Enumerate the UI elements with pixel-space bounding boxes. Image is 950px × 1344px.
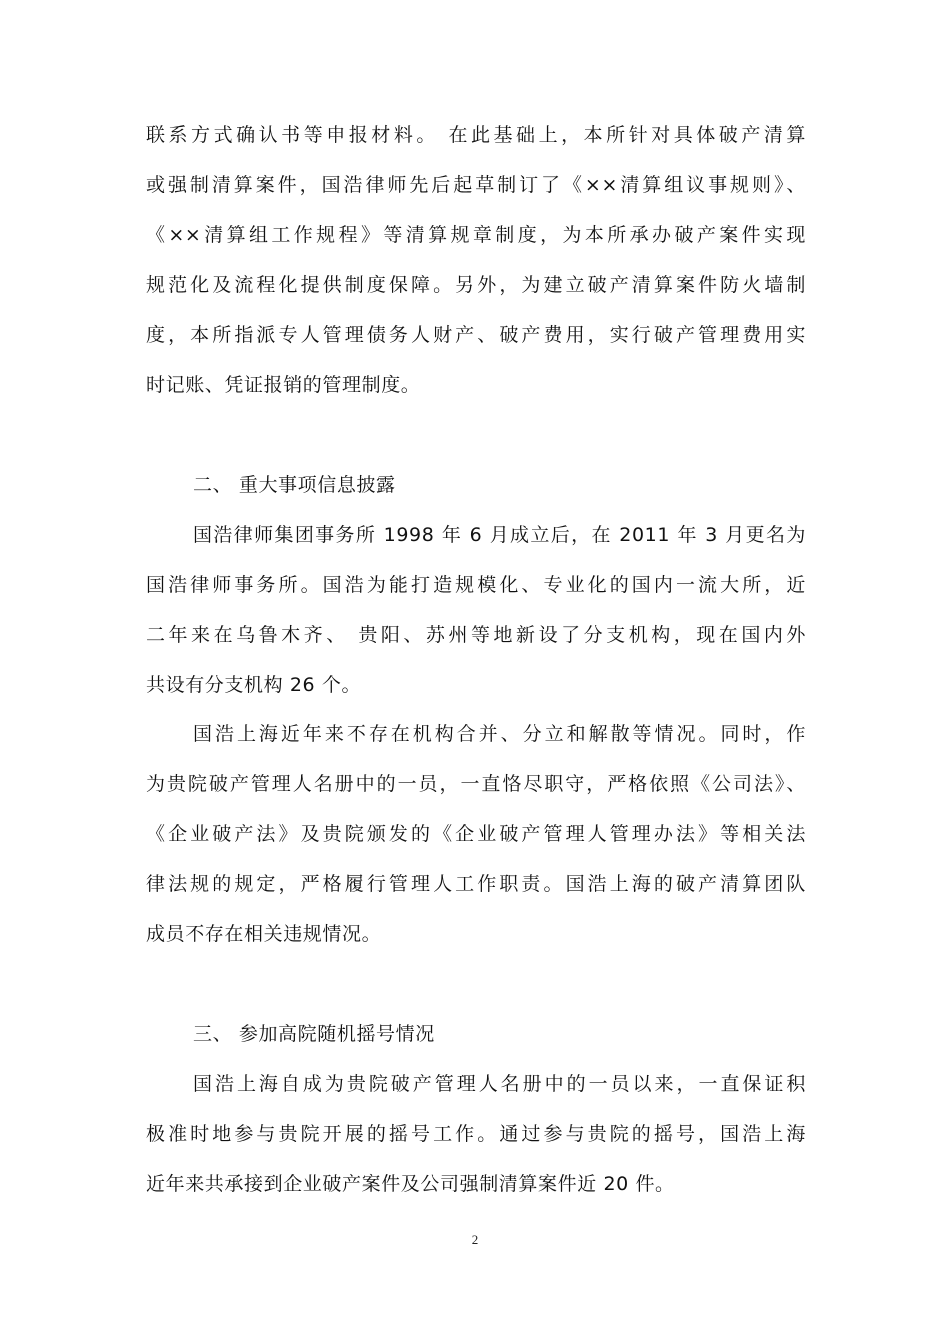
paragraph-line: 时记账、凭证报销的管理制度。 (146, 374, 421, 396)
section-heading: 三、 参加高院随机摇号情况 (193, 1023, 435, 1045)
paragraph-line: 成员不存在相关违规情况。 (146, 923, 382, 945)
paragraph-line: 近年来共承接到企业破产案件及公司强制清算案件近 20 件。 (146, 1173, 675, 1195)
paragraph-line: 规范化及流程化提供制度保障。另外，为建立破产清算案件防火墙制 (146, 274, 806, 296)
paragraph-line: 二年来在乌鲁木齐、 贵阳、苏州等地新设了分支机构，现在国内外 (146, 624, 806, 646)
paragraph-line: 国浩律师集团事务所 1998 年 6 月成立后，在 2011 年 3 月更名为 (193, 524, 806, 546)
paragraph-line: 极准时地参与贵院开展的摇号工作。通过参与贵院的摇号，国浩上海 (146, 1123, 806, 1145)
paragraph-line: 律法规的规定，严格履行管理人工作职责。国浩上海的破产清算团队 (146, 873, 806, 895)
paragraph-line: 联系方式确认书等申报材料。 在此基础上，本所针对具体破产清算 (146, 124, 806, 146)
page-number: 2 (471, 1232, 479, 1247)
paragraph-line: 度，本所指派专人管理债务人财产、破产费用，实行破产管理费用实 (146, 324, 806, 346)
section-heading: 二、 重大事项信息披露 (193, 474, 396, 496)
paragraph-line: 《企业破产法》及贵院颁发的《企业破产管理人管理办法》等相关法 (146, 823, 806, 845)
paragraph-line: 国浩上海自成为贵院破产管理人名册中的一员以来，一直保证积 (193, 1073, 806, 1095)
paragraph-line: 国浩律师事务所。国浩为能打造规模化、专业化的国内一流大所，近 (146, 574, 806, 596)
paragraph-line: 《××清算组工作规程》等清算规章制度，为本所承办破产案件实现 (146, 224, 806, 246)
paragraph-line: 国浩上海近年来不存在机构合并、分立和解散等情况。同时，作 (193, 723, 806, 745)
paragraph-line: 为贵院破产管理人名册中的一员，一直恪尽职守，严格依照《公司法》、 (146, 773, 806, 795)
paragraph-line: 共设有分支机构 26 个。 (146, 674, 362, 696)
paragraph-line: 或强制清算案件，国浩律师先后起草制订了《××清算组议事规则》、 (146, 174, 806, 196)
